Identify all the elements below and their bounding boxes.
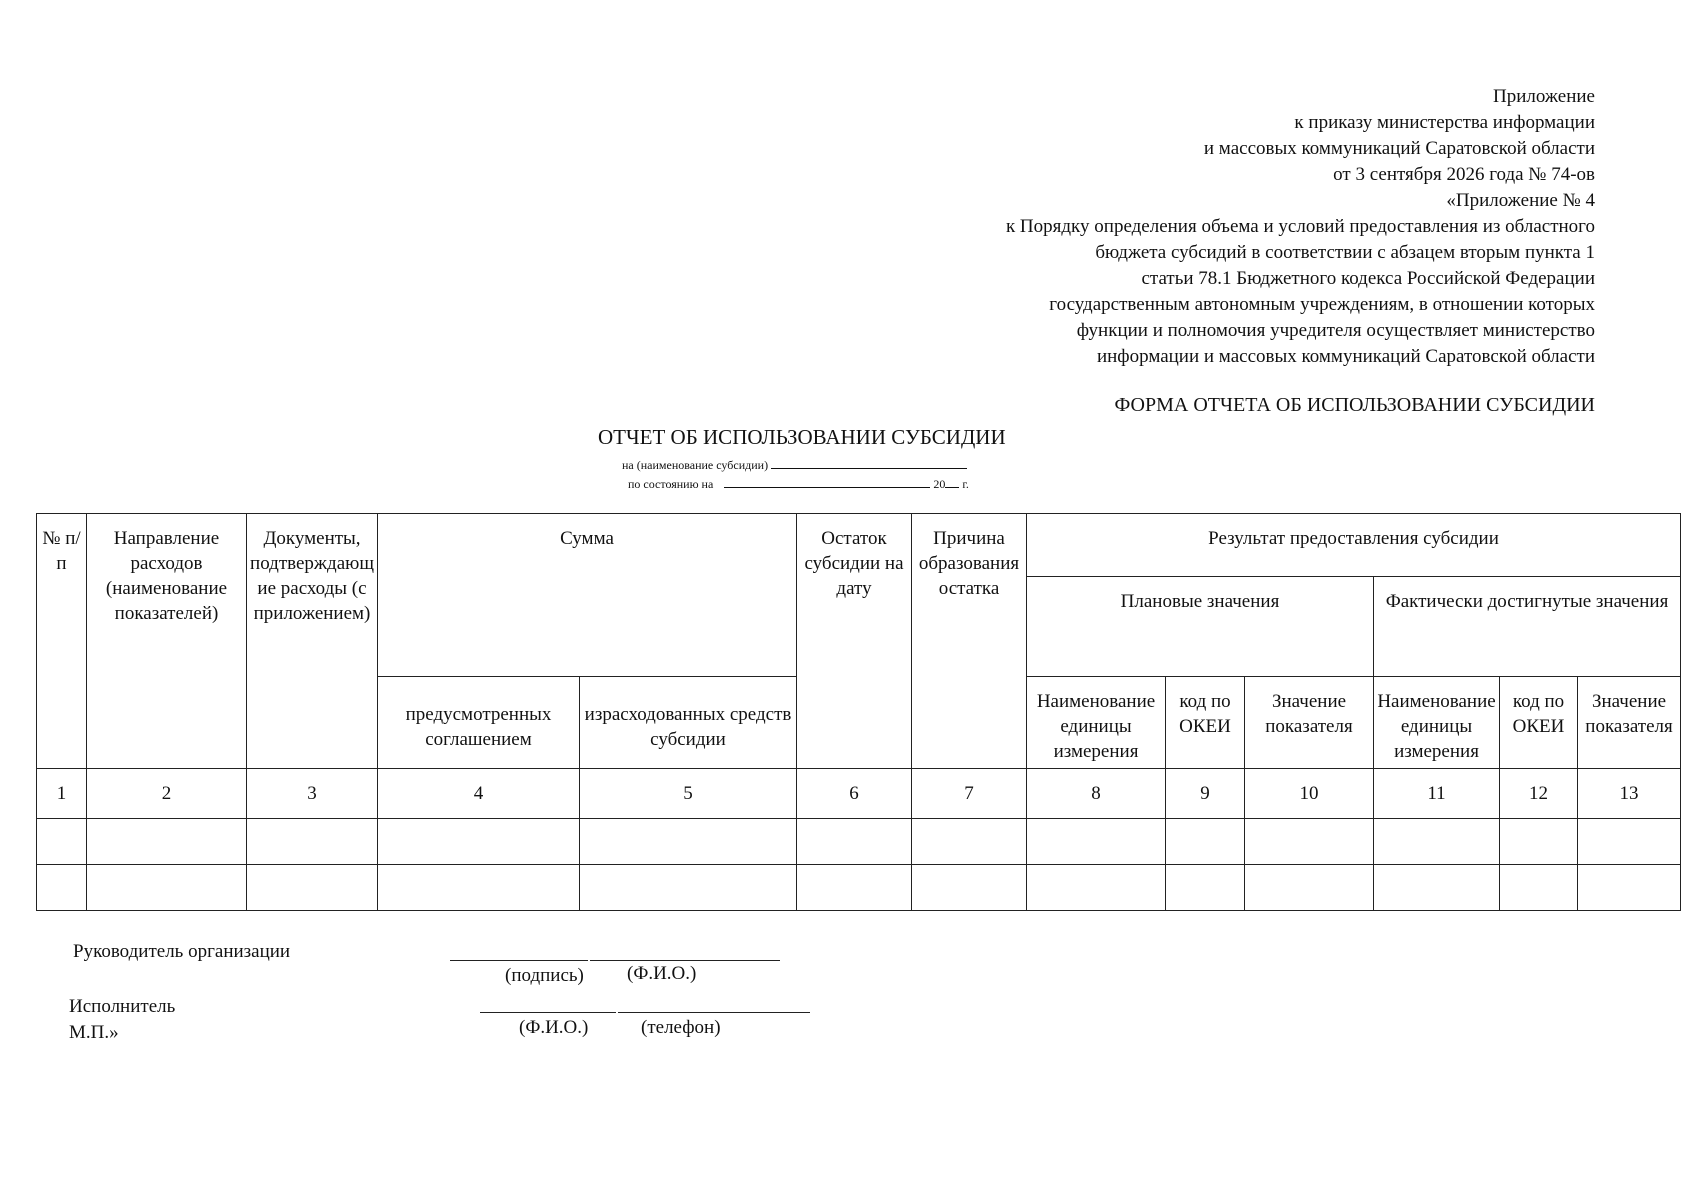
year-prefix: 20	[933, 477, 946, 491]
table-cell[interactable]	[797, 819, 912, 865]
column-number: 2	[87, 769, 247, 819]
executor-phone-line[interactable]	[618, 1012, 810, 1013]
header-line: «Приложение № 4	[1446, 190, 1595, 211]
header-actual-value: Значение показателя	[1578, 677, 1681, 769]
header-documents: Документы, подтверждающие расходы (с приложением)	[247, 514, 378, 769]
table-cell[interactable]	[1374, 819, 1500, 865]
report-table	[36, 513, 1681, 911]
table-row	[37, 819, 1681, 865]
header-line: государственным автономным учреждениям, в отношении которых	[1049, 294, 1595, 315]
table-row	[37, 865, 1681, 911]
table-cell[interactable]	[580, 819, 797, 865]
header-num: № п/п	[37, 514, 87, 769]
table-cell[interactable]	[1166, 819, 1245, 865]
header-reason: Причина образования остатка	[912, 514, 1027, 769]
column-number: 4	[378, 769, 580, 819]
column-number: 8	[1027, 769, 1166, 819]
table-cell[interactable]	[1578, 819, 1681, 865]
column-number: 5	[580, 769, 797, 819]
head-label: Руководитель организации	[73, 941, 291, 962]
column-number: 12	[1500, 769, 1578, 819]
head-signature-line[interactable]	[450, 960, 588, 961]
table-cell[interactable]	[1245, 865, 1374, 911]
table-cell[interactable]	[1245, 819, 1374, 865]
table-cell[interactable]	[1500, 865, 1578, 911]
subsidy-name-blank[interactable]	[771, 457, 967, 469]
header-line: к приказу министерства информации	[1294, 112, 1595, 133]
year-blank[interactable]	[945, 476, 959, 488]
table-cell[interactable]	[37, 819, 87, 865]
header-line: Приложение	[1493, 86, 1595, 107]
executor-fio-caption: (Ф.И.О.)	[519, 1017, 589, 1038]
stamp-label: М.П.»	[69, 1022, 119, 1043]
table-cell[interactable]	[378, 865, 580, 911]
header-sum-planned: предусмотренных соглашением	[378, 677, 580, 769]
header-actual-okei: код по ОКЕИ	[1500, 677, 1578, 769]
table-cell[interactable]	[797, 865, 912, 911]
header-balance: Остаток субсидии на дату	[797, 514, 912, 769]
header-line: бюджета субсидий в соответствии с абзацем вторым пункта 1	[1095, 242, 1595, 263]
header-sum-spent: израсходованных средств субсидии	[580, 677, 797, 769]
table-cell[interactable]	[912, 819, 1027, 865]
table-cell[interactable]	[580, 865, 797, 911]
header-sum: Сумма	[378, 514, 797, 677]
table-cell[interactable]	[87, 865, 247, 911]
table-cell[interactable]	[378, 819, 580, 865]
phone-caption: (телефон)	[641, 1017, 721, 1038]
table-cell[interactable]	[1027, 865, 1166, 911]
header-actual-unit: Наименование единицы измерения	[1374, 677, 1500, 769]
column-number: 3	[247, 769, 378, 819]
as-of-line	[628, 476, 969, 492]
appendix-header	[1006, 84, 1595, 370]
table-cell[interactable]	[912, 865, 1027, 911]
column-number: 13	[1578, 769, 1681, 819]
head-fio-line[interactable]	[590, 960, 780, 961]
header-line: информации и массовых коммуникаций Саратовской области	[1096, 346, 1595, 367]
header-planned-value: Значение показателя	[1245, 677, 1374, 769]
table-cell[interactable]	[247, 865, 378, 911]
as-of-label: по состоянию на	[628, 477, 714, 491]
header-result: Результат предоставления субсидии	[1027, 514, 1681, 577]
header-line: и массовых коммуникаций Саратовской области	[1203, 138, 1595, 159]
column-number: 7	[912, 769, 1027, 819]
header-line: статьи 78.1 Бюджетного кодекса Российской Федерации	[1141, 268, 1595, 289]
executor-fio-line[interactable]	[480, 1012, 616, 1013]
header-planned-unit: Наименование единицы измерения	[1027, 677, 1166, 769]
table-cell[interactable]	[1166, 865, 1245, 911]
header-line: от 3 сентября 2026 года № 74-ов	[1333, 164, 1595, 185]
header-line: функции и полномочия учредителя осуществляет министерство	[1076, 320, 1595, 341]
header-planned-okei: код по ОКЕИ	[1166, 677, 1245, 769]
table-cell[interactable]	[37, 865, 87, 911]
as-of-date-blank[interactable]	[724, 476, 930, 488]
subsidy-name-line	[622, 457, 967, 473]
header-planned: Плановые значения	[1027, 577, 1374, 677]
signature-caption: (подпись)	[505, 965, 584, 986]
table-cell[interactable]	[1374, 865, 1500, 911]
header-actual: Фактически достигнутые значения	[1374, 577, 1681, 677]
table-cell[interactable]	[1027, 819, 1166, 865]
column-number-row	[37, 769, 1681, 819]
column-number: 11	[1374, 769, 1500, 819]
executor-label: Исполнитель	[69, 996, 176, 1017]
table-cell[interactable]	[1500, 819, 1578, 865]
header-direction: Направление расходов (наименование показателей)	[87, 514, 247, 769]
form-title: ФОРМА ОТЧЕТА ОБ ИСПОЛЬЗОВАНИИ СУБСИДИИ	[1114, 394, 1595, 416]
report-title: ОТЧЕТ ОБ ИСПОЛЬЗОВАНИИ СУБСИДИИ	[598, 425, 1006, 449]
column-number: 9	[1166, 769, 1245, 819]
header-line: к Порядку определения объема и условий предоставления из областного	[1005, 216, 1595, 237]
column-number: 10	[1245, 769, 1374, 819]
column-number: 1	[37, 769, 87, 819]
subsidy-name-label: на (наименование субсидии)	[622, 458, 769, 472]
table-cell[interactable]	[1578, 865, 1681, 911]
table-cell[interactable]	[247, 819, 378, 865]
column-number: 6	[797, 769, 912, 819]
head-fio-caption: (Ф.И.О.)	[627, 963, 697, 984]
table-cell[interactable]	[87, 819, 247, 865]
year-suffix: г.	[962, 477, 969, 491]
